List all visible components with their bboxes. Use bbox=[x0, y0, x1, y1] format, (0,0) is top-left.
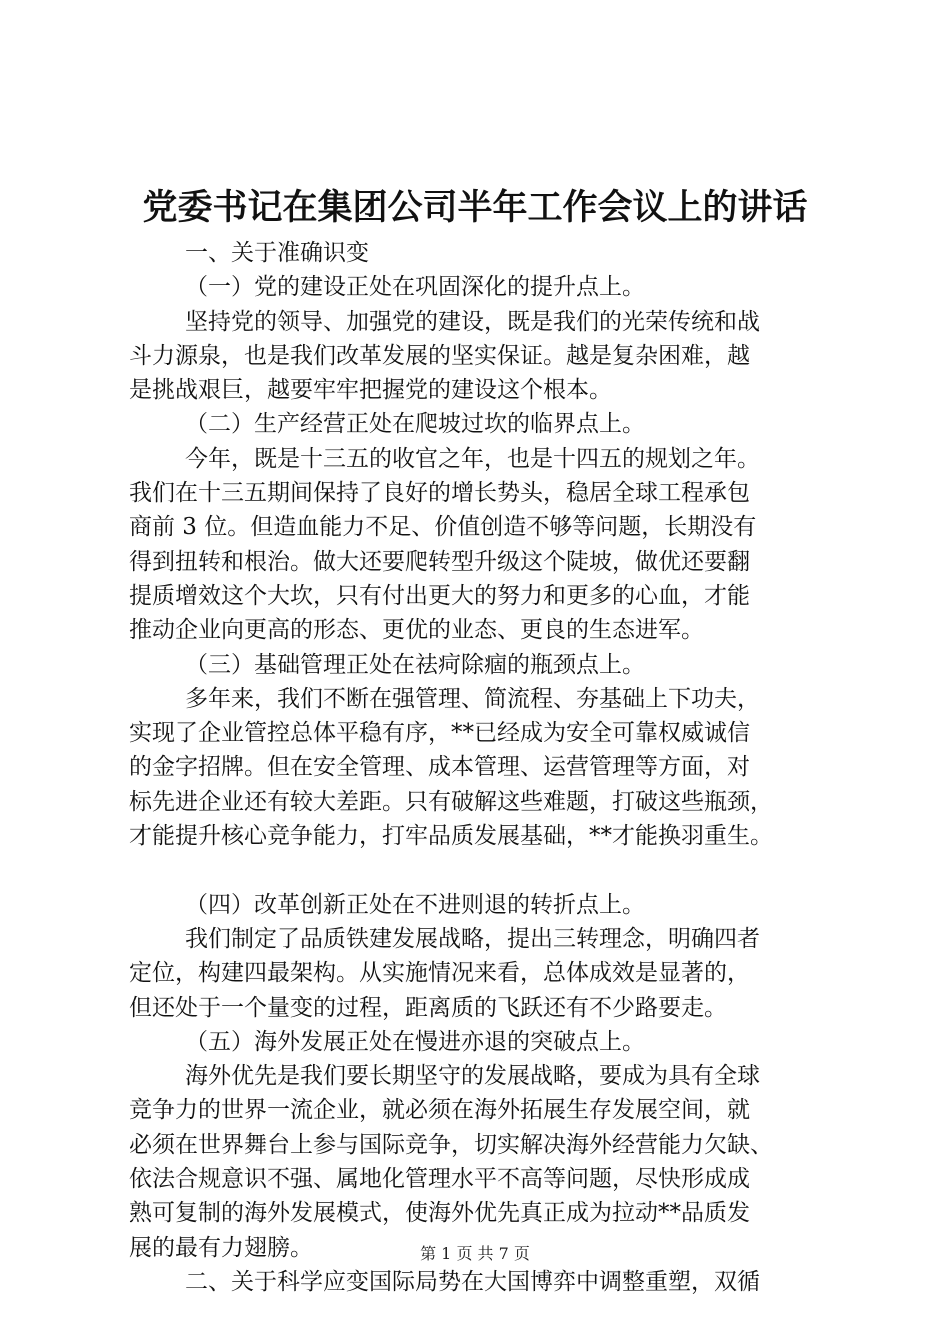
paragraph-line: （五）海外发展正处在慢进亦退的突破点上。 bbox=[185, 1028, 645, 1055]
paragraph-line: 实现了企业管控总体平稳有序，**已经成为安全可靠权威诚信 bbox=[129, 720, 750, 747]
paragraph-line: （一）党的建设正处在巩固深化的提升点上。 bbox=[185, 274, 645, 301]
paragraph-line: 推动企业向更高的形态、更优的业态、更良的生态进军。 bbox=[129, 617, 704, 644]
paragraph-line: 商前 3 位。但造血能力不足、价值创造不够等问题，长期没有 bbox=[129, 514, 757, 541]
paragraph-line: （四）改革创新正处在不进则退的转折点上。 bbox=[185, 891, 645, 918]
paragraph-line: 多年来，我们不断在强管理、简流程、夯基础上下功夫， bbox=[185, 685, 760, 712]
paragraph-line: 今年，既是十三五的收官之年，也是十四五的规划之年。 bbox=[185, 445, 760, 472]
paragraph-line: （三）基础管理正处在祛疴除痼的瓶颈点上。 bbox=[185, 651, 645, 678]
paragraph-line: 熟可复制的海外发展模式，使海外优先真正成为拉动**品质发 bbox=[129, 1200, 750, 1227]
document-body bbox=[129, 236, 841, 1299]
paragraph-line: 但还处于一个量变的过程，距离质的飞跃还有不少路要走。 bbox=[129, 994, 727, 1021]
page-footer: 第 1 页 共 7 页 bbox=[420, 1244, 530, 1263]
paragraph-line: 标先进企业还有较大差距。只有破解这些难题，打破这些瓶颈， bbox=[129, 788, 773, 815]
paragraph-line: 竞争力的世界一流企业，就必须在海外拓展生存发展空间，就 bbox=[129, 1097, 750, 1124]
document-title: 党委书记在集团公司半年工作会议上的讲话 bbox=[142, 187, 808, 228]
paragraph-line: 坚持党的领导、加强党的建设，既是我们的光荣传统和战 bbox=[185, 308, 760, 335]
paragraph-line: 展的最有力翅膀。 bbox=[129, 1234, 313, 1261]
paragraph-line: 提质增效这个大坎，只有付出更大的努力和更多的心血，才能 bbox=[129, 582, 750, 609]
paragraph-line: 一、关于准确识变 bbox=[185, 240, 369, 266]
paragraph-line: 依法合规意识不强、属地化管理水平不高等问题，尽快形成成 bbox=[129, 1166, 750, 1193]
paragraph-line: 二、关于科学应变国际局势在大国博弈中调整重塑，双循 bbox=[185, 1268, 760, 1295]
paragraph-line: 定位，构建四最架构。从实施情况来看，总体成效是显著的， bbox=[129, 960, 750, 987]
paragraph-line: 才能提升核心竞争能力，打牢品质发展基础，**才能换羽重生。 bbox=[129, 823, 773, 850]
paragraph-line: 我们在十三五期间保持了良好的增长势头，稳居全球工程承包 bbox=[129, 480, 750, 507]
paragraph-line: 得到扭转和根治。做大还要爬转型升级这个陡坡，做优还要翻 bbox=[129, 548, 750, 575]
paragraph-line: （二）生产经营正处在爬坡过坎的临界点上。 bbox=[185, 411, 645, 438]
paragraph-line: 的金字招牌。但在安全管理、成本管理、运营管理等方面，对 bbox=[129, 754, 750, 781]
paragraph-line: 斗力源泉，也是我们改革发展的坚实保证。越是复杂困难，越 bbox=[129, 342, 750, 369]
paragraph-line: 必须在世界舞台上参与国际竞争，切实解决海外经营能力欠缺、 bbox=[129, 1131, 773, 1158]
paragraph-line: 是挑战艰巨，越要牢牢把握党的建设这个根本。 bbox=[129, 377, 612, 404]
blank-line bbox=[129, 853, 841, 887]
paragraph-line: 我们制定了品质铁建发展战略，提出三转理念，明确四者 bbox=[185, 925, 760, 952]
paragraph-line: 海外优先是我们要长期坚守的发展战略，要成为具有全球 bbox=[185, 1063, 760, 1090]
